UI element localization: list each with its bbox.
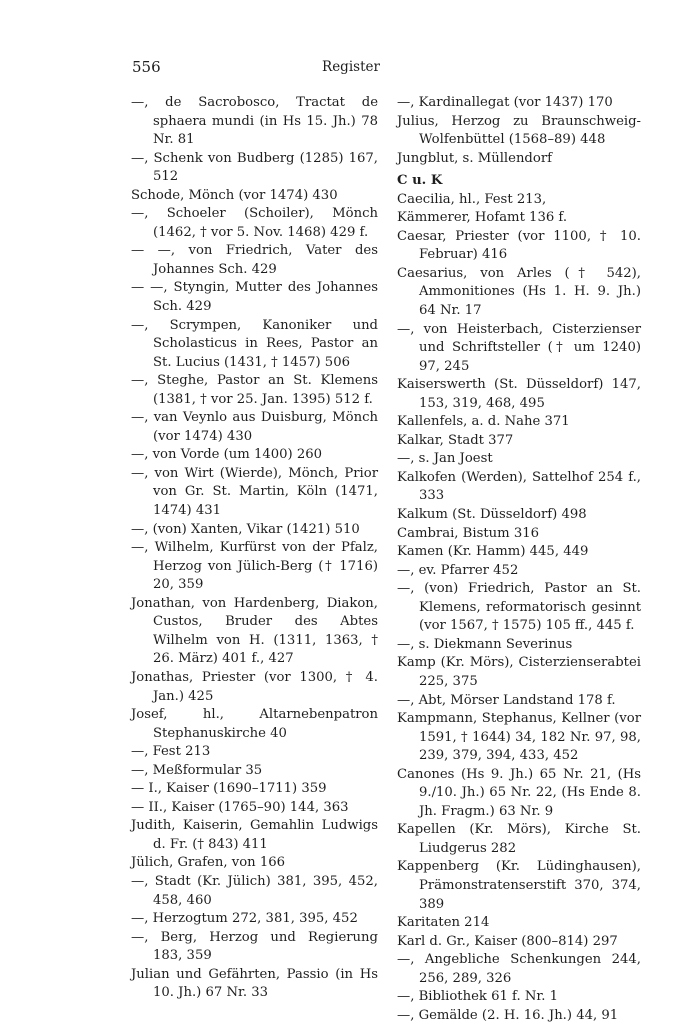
index-entry: Kaiserswerth (St. Düsseldorf) 147, 153, 319, 468, 495 <box>397 377 641 411</box>
index-entry: —, Angebliche Schenkungen 244, 256, 289, 326 <box>397 952 641 986</box>
index-entry: —, Scrympen, Kanoniker und Scholasticus in Rees, Pastor an St. Lucius (1431, † 1457) 506 <box>131 317 378 370</box>
running-head: Register <box>322 59 380 75</box>
index-entry: —, Herzogtum 272, 381, 395, 452 <box>131 911 358 927</box>
index-entry: Julian und Gefährten, Passio (in Hs 10. Jh.) 67 Nr. 33 <box>131 966 378 1001</box>
index-entry: —, Wilhelm, Kurfürst von der Pfalz, Herzog von Jülich-Berg († 1716) 20, 359 <box>131 540 378 593</box>
page-number: 556 <box>132 58 161 76</box>
index-entry: —, (von) Friedrich, Pastor an St. Klemens, reformatorisch gesinnt (vor 1567, † 1575) 105 ff., 445 f. <box>397 581 641 634</box>
index-entry: Kappenberg (Kr. Lüdinghausen), Prämonstratenserstift 370, 374, 389 <box>397 859 641 912</box>
index-entry: Schode, Mönch (vor 1474) 430 <box>131 187 338 203</box>
index-entry: —, ev. Pfarrer 452 <box>397 562 519 578</box>
index-entry: Kapellen (Kr. Mörs), Kirche St. Liudgerus 282 <box>397 822 641 856</box>
index-entry: —, Meßformular 35 <box>131 762 263 778</box>
index-entry: Caecilia, hl., Fest 213, <box>397 191 547 207</box>
index-entry: —, Gemälde (2. H. 16. Jh.) 44, 91 <box>397 1007 619 1023</box>
index-entry: —, Berg, Herzog und Regierung 183, 359 <box>131 929 378 964</box>
right-column <box>397 94 641 1025</box>
index-entry: —, Kardinallegat (vor 1437) 170 <box>397 95 613 110</box>
index-entry: Judith, Kaiserin, Gemahlin Ludwigs d. Fr. († 843) 411 <box>131 818 378 852</box>
index-entry: Karitaten 214 <box>397 915 490 931</box>
index-entry: —, von Vorde (um 1400) 260 <box>131 447 323 463</box>
left-column <box>131 94 378 1003</box>
index-entry: Jonathas, Priester (vor 1300, † 4. Jan.) 425 <box>131 669 378 704</box>
section-heading: C u. K <box>397 173 443 189</box>
index-entry: Kampmann, Stephanus, Kellner (vor 1591, † 1644) 34, 182 Nr. 97, 98, 239, 379, 394, 433, 452 <box>397 711 641 764</box>
index-entry: Kalkum (St. Düsseldorf) 498 <box>397 507 587 523</box>
index-entry: Jülich, Grafen, von 166 <box>131 855 285 871</box>
index-entry: Kallenfels, a. d. Nahe 371 <box>397 414 570 430</box>
index-entry: —, Schenk von Budberg (1285) 167, 512 <box>131 150 378 185</box>
index-entry: —, von Heisterbach, Cisterzienser und Schriftsteller († um 1240) 97, 245 <box>397 321 641 374</box>
index-entry: —, van Veynlo aus Duisburg, Mönch (vor 1474) 430 <box>131 410 378 444</box>
index-entry: Kämmerer, Hofamt 136 f. <box>397 210 568 226</box>
index-entry: — —, Styngin, Mutter des Johannes Sch. 429 <box>131 280 378 315</box>
index-entry: Kamp (Kr. Mörs), Cisterzienserabtei 225, 375 <box>397 655 641 689</box>
index-entry: —, Stadt (Kr. Jülich) 381, 395, 452, 458, 460 <box>131 873 378 908</box>
index-entry: —, s. Jan Joest <box>397 451 493 467</box>
index-entry: Caesarius, von Arles († 542), Ammonitiones (Hs 1. H. 9. Jh.) 64 Nr. 17 <box>397 265 641 319</box>
index-entry: Cambrai, Bistum 316 <box>397 525 540 541</box>
index-entry: Karl d. Gr., Kaiser (800–814) 297 <box>397 933 618 949</box>
index-entry: Jungblut, s. Müllendorf <box>397 150 552 166</box>
index-entry: — —, von Friedrich, Vater des Johannes Sch. 429 <box>131 243 378 277</box>
index-entry: Jonathan, von Hardenberg, Diakon, Custos, Bruder des Abtes Wilhelm von H. (1311, 1363, † 26. März) 401 f., 427 <box>131 595 378 667</box>
index-entry: —, Schoeler (Schoiler), Mönch (1462, † vor 5. Nov. 1468) 429 f. <box>131 206 378 240</box>
index-entry: —, Fest 213 <box>131 744 211 760</box>
index-entry: —, (von) Xanten, Vikar (1421) 510 <box>131 521 360 537</box>
index-entry: Josef, hl., Altarnebenpatron Stephanuskirche 40 <box>131 707 378 741</box>
index-entry: —, de Sacrobosco, Tractat de sphaera mundi (in Hs 15. Jh.) 78 Nr. 81 <box>131 95 378 148</box>
index-entry: — I., Kaiser (1690–1711) 359 <box>131 781 327 797</box>
page-header <box>132 58 570 80</box>
index-entry: Kalkofen (Werden), Sattelhof 254 f., 333 <box>397 469 641 504</box>
index-entry: — II., Kaiser (1765–90) 144, 363 <box>131 799 349 815</box>
index-entry: Kamen (Kr. Hamm) 445, 449 <box>397 544 589 560</box>
index-entry: —, Abt, Mörser Landstand 178 f. <box>397 692 616 708</box>
index-entry: —, Steghe, Pastor an St. Klemens (1381, † vor 25. Jan. 1395) 512 f. <box>131 373 378 407</box>
index-entry: Canones (Hs 9. Jh.) 65 Nr. 21, (Hs 9./10. Jh.) 65 Nr. 22, (Hs Ende 8. Jh. Fragm.) 63 Nr. 9 <box>397 766 641 819</box>
index-entry: —, s. Diekmann Severinus <box>397 636 573 652</box>
index-entry: —, Bibliothek 61 f. Nr. 1 <box>397 989 559 1005</box>
index-entry: Caesar, Priester (vor 1100, † 10. Februar) 416 <box>397 228 641 263</box>
index-entry: Kalkar, Stadt 377 <box>397 432 514 448</box>
index-entry: —, von Wirt (Wierde), Mönch, Prior von Gr. St. Martin, Köln (1471, 1474) 431 <box>131 465 378 519</box>
index-entry: Julius, Herzog zu Braunschweig-Wolfenbüttel (1568–89) 448 <box>397 113 641 148</box>
